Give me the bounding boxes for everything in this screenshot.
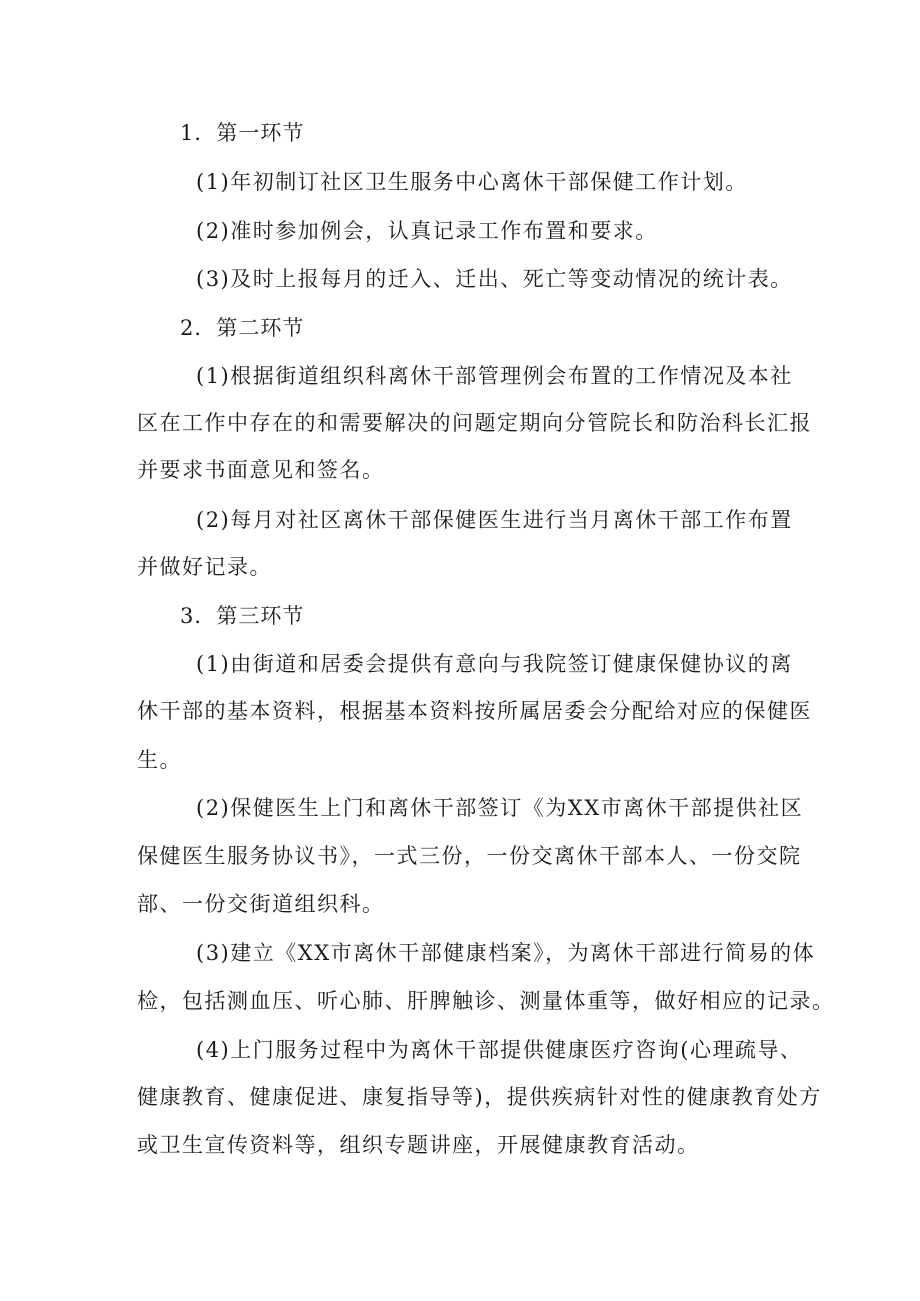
section-3-item-3-line-1: (3)建立《XX市离休干部健康档案》，为离休干部进行简易的体 — [196, 941, 816, 965]
section-2-item-2-line-2: 并做好记录。 — [137, 555, 272, 579]
section-3-item-2-line-1: (2)保健医生上门和离休干部签订《为XX市离休干部提供社区 — [196, 796, 804, 820]
section-1-item-1-line-1: (1)年初制订社区卫生服务中心离休干部保健工作计划。 — [196, 170, 748, 194]
section-3-heading: 3．第三环节 — [180, 604, 305, 628]
section-3-item-2-line-3: 部、一份交街道组织科。 — [137, 892, 385, 916]
section-1-item-2-line-1: (2)准时参加例会，认真记录工作布置和要求。 — [196, 219, 658, 243]
section-3-item-1-line-3: 生。 — [137, 748, 182, 772]
section-3-item-1-line-1: (1)由街道和居委会提供有意向与我院签订健康保健协议的离 — [196, 652, 793, 676]
section-1-heading: 1．第一环节 — [180, 121, 305, 145]
section-3-item-4-line-2: 健康教育、健康促进、康复指导等)，提供疾病针对性的健康教育处方 — [137, 1085, 822, 1109]
section-2-item-1-line-1: (1)根据街道组织科离休干部管理例会布置的工作情况及本社 — [196, 364, 793, 388]
section-2-item-1-line-3: 并要求书面意见和签名。 — [137, 458, 385, 482]
section-2-item-1-line-2: 区在工作中存在的和需要解决的问题定期向分管院长和防治科长汇报 — [137, 411, 812, 435]
section-2-heading: 2．第二环节 — [180, 316, 305, 340]
section-3-item-2-line-2: 保健医生服务协议书》，一式三份，一份交离休干部本人、一份交院 — [137, 844, 802, 868]
section-3-item-4-line-3: 或卫生宣传资料等，组织专题讲座，开展健康教育活动。 — [137, 1133, 700, 1157]
section-2-item-2-line-1: (2)每月对社区离休干部保健医生进行当月离休干部工作布置 — [196, 508, 793, 532]
section-3-item-3-line-2: 检，包括测血压、听心肺、肝脾触诊、测量体重等，做好相应的记录。 — [137, 989, 835, 1013]
section-3-item-1-line-2: 休干部的基本资料，根据基本资料按所属居委会分配给对应的保健医 — [137, 699, 812, 723]
section-3-item-4-line-1: (4)上门服务过程中为离休干部提供健康医疗咨询(心理疏导、 — [196, 1038, 803, 1062]
section-1-item-3-line-1: (3)及时上报每月的迁入、迁出、死亡等变动情况的统计表。 — [196, 267, 793, 291]
